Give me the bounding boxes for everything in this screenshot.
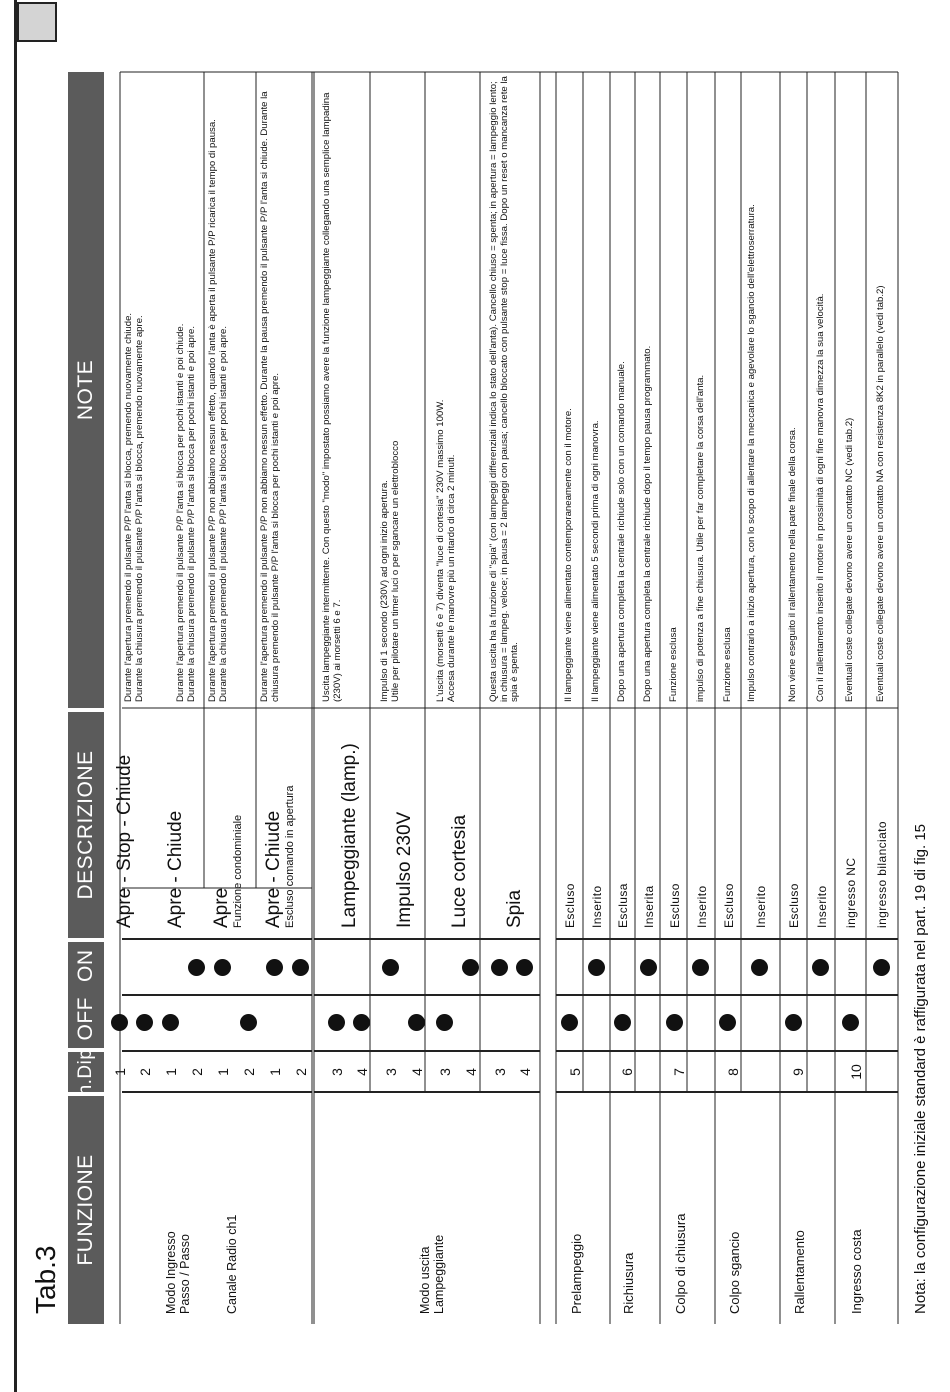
note-text: Durante l'apertura premendo il pulsante P/P l'anta si blocca, premendo nuovamente chiude. Durante la chiusura premendo il pulsante P/P l'anta si blocca, premendo nuovamente apre. — [123, 312, 145, 702]
dip-on-dot — [751, 959, 768, 976]
descrizione-option: Escluso — [563, 883, 577, 928]
dip-number: 2 — [241, 1068, 257, 1076]
dip-on-dot — [640, 959, 657, 976]
dip-off-dot — [436, 1014, 453, 1031]
note-text: Il lampeggiante viene alimentato 5 secondi prima di ogni manovra. — [590, 420, 601, 702]
dip-number: 2 — [137, 1068, 153, 1076]
note-text: Il lampeggiante viene alimentato contemporaneamente con il motore. — [563, 408, 574, 702]
dip-number: 7 — [671, 1068, 687, 1076]
dip-number: 1 — [215, 1068, 231, 1076]
dip-number: 4 — [463, 1068, 479, 1076]
dip-on-dot — [588, 959, 605, 976]
dip-number: 4 — [354, 1068, 370, 1076]
dip-off-dot — [162, 1014, 179, 1031]
note-text: Durante l'apertura premendo il pulsante P/P l'anta si blocca per pochi istanti e poi chiude. Durante la chiusura premendo il pulsante P/P l'anta si blocca per pochi istanti e poi apre. — [175, 323, 197, 702]
descrizione-option: Inserito — [754, 885, 768, 928]
funzione-modo-ingresso-text: Modo Ingresso Passo / Passo — [164, 1231, 193, 1314]
dip-off-dot — [842, 1014, 859, 1031]
dip-number: 8 — [725, 1068, 741, 1076]
header-on: ON — [74, 949, 97, 982]
dip-on-dot — [692, 959, 709, 976]
dip-off-dot — [353, 1014, 370, 1031]
funzione-richiusura: Richiusura — [621, 1252, 636, 1314]
note-text: Dopo una apertura completa la centrale richiude dopo il tempo pausa programmato. — [642, 345, 653, 702]
descrizione-option: Inserita — [642, 885, 656, 928]
descrizione-option: ingresso bilanciato — [875, 821, 889, 928]
dip-off-dot — [785, 1014, 802, 1031]
dip-on-dot — [462, 959, 479, 976]
dip-number: 1 — [163, 1068, 179, 1076]
header-funzione: FUNZIONE — [68, 1096, 104, 1324]
descrizione-option: Escluso — [722, 883, 736, 928]
dip-off-dot — [614, 1014, 631, 1031]
dip-on-dot — [812, 959, 829, 976]
dip-on-dot — [292, 959, 309, 976]
funzione-ingresso-costa: Ingresso costa — [849, 1229, 864, 1314]
header-note: NOTE — [68, 72, 104, 708]
dip-number: 10 — [848, 1064, 864, 1080]
descrizione-option: Esclusa — [616, 883, 630, 928]
dip-on-dot — [266, 959, 283, 976]
dip-off-dot — [111, 1014, 128, 1031]
note-text: Durante l'apertura premendo il pulsante P/P non abbiamo nessun effetto. Durante la pausa premendo il pulsante P/P l'anta si chiude. Durante la chiusura premendo il pulsante P/P l'anta si blocca per pochi istanti e poi apre. — [259, 91, 281, 702]
note-text: Impulso di 1 secondo (230V) ad ogni inizio apertura. Utile per pilotare un timer luci o per sgancare un elettroblocco — [379, 440, 401, 702]
descrizione-option: Inserito — [815, 885, 829, 928]
descrizione-option: Inserito — [590, 885, 604, 928]
descrizione-lampeggiante: Lampeggiante (lamp.) — [339, 743, 360, 928]
dip-on-dot — [516, 959, 533, 976]
note-text: Questa uscita ha la funzione di "spia" (con lampeggi differenziati indica lo stato dell'anta). Cancello chiuso = spenta; in apertura = lampeggio lento; in chiusura = lampeg. veloce; in pausa = 2 lampeggi con pausa; cancello bloccato con pulsante stop = luce fissa. Dopo un reset o mancanza rete la spia è spenta. — [488, 76, 521, 702]
descrizione-apre-stop-chiude: Apre - Stop - Chiude — [114, 754, 135, 928]
header-ndip: n.Dip — [68, 1052, 104, 1092]
dip-off-dot — [666, 1014, 683, 1031]
dip-off-dot — [561, 1014, 578, 1031]
descrizione-luce-cortesia: Luce cortesia — [449, 814, 470, 928]
descrizione-apre-chiude-main: Apre - Chiude — [263, 810, 284, 928]
dip-number: 1 — [267, 1068, 283, 1076]
dip-off-dot — [240, 1014, 257, 1031]
note-text: Con il rallentamento inserito il motore in prossimità di ogni fine manovra dimezza la sua velocità. — [815, 293, 826, 702]
dip-on-dot — [491, 959, 508, 976]
descrizione-apre-chiude-sub: Escluso comando in apertura — [283, 785, 296, 928]
descrizione-apre-sub: Funzione condominiale — [231, 814, 244, 928]
descrizione-option: ingresso NC — [844, 857, 858, 928]
header-off: OFF — [74, 997, 97, 1041]
note-text: Funzione esclusa — [668, 627, 679, 702]
dip-number: 2 — [293, 1068, 309, 1076]
descrizione-option: Escluso — [787, 883, 801, 928]
dip-number: 1 — [112, 1068, 128, 1076]
header-descrizione: DESCRIZIONE — [68, 712, 104, 938]
descrizione-spia: Spia — [504, 889, 525, 928]
dip-number: 2 — [189, 1068, 205, 1076]
dip-number: 4 — [517, 1068, 533, 1076]
descrizione-apre — [212, 815, 244, 928]
dip-on-dot — [214, 959, 231, 976]
funzione-prelampeggio: Prelampeggio — [569, 1233, 584, 1314]
descrizione-apre-main: Apre — [211, 887, 232, 928]
dip-number: 3 — [383, 1068, 399, 1076]
note-text: impulso di potenza a fine chiusura. Utile per far completare la corsa dell'anta. — [695, 374, 706, 702]
note-text: Impulso contrario a inizio apertura, con lo scopo di allentare la meccanica e agevolare lo sgancio dell'elettroserratura. — [746, 204, 757, 702]
dip-off-dot — [328, 1014, 345, 1031]
descrizione-apre-chiude-escluso — [264, 786, 296, 928]
dip-on-dot — [873, 959, 890, 976]
descrizione-option: Escluso — [668, 883, 682, 928]
note-text: Uscita lampeggiante intermittente. Con questo "modo" impostato possiamo avere la funzione lampeggiante collegando una semplice lampadina (230V) ai morsetti 6 e 7. — [321, 92, 343, 702]
dip-number: 9 — [790, 1068, 806, 1076]
page-title: Tab.3 — [30, 1245, 61, 1314]
dip-number: 3 — [329, 1068, 345, 1076]
funzione-modo-uscita: Modo uscita Lampeggiante — [418, 1234, 447, 1314]
note-text: Funzione esclusa — [722, 627, 733, 702]
dip-on-dot — [188, 959, 205, 976]
funzione-colpo-chiusura: Colpo di chiusura — [673, 1213, 688, 1314]
funzione-rallentamento: Rallentamento — [792, 1230, 807, 1314]
note-text: Non viene eseguito il rallentamento nella parte finale della corsa. — [787, 427, 798, 702]
dip-number: 3 — [492, 1068, 508, 1076]
dip-off-dot — [408, 1014, 425, 1031]
dip-off-dot — [136, 1014, 153, 1031]
descrizione-apre-chiude: Apre - Chiude — [165, 810, 186, 928]
note-text: Eventuali coste collegate devono avere un contatto NC (vedi tab.2) — [844, 417, 855, 702]
dip-number: 5 — [567, 1068, 583, 1076]
note-text: Durante l'apertura premendo il pulsante P/P non abbiamo nessun effetto, quando l'anta è aperta il pulsante P/P ricarica il tempo di pausa. Durante la chiusura premendo il pulsante P/P l'anta si blocca per pochi istanti e poi apre. — [207, 119, 229, 702]
funzione-canale-radio: Canale Radio ch1 — [225, 1214, 239, 1314]
dip-number: 3 — [437, 1068, 453, 1076]
dip-on-dot — [382, 959, 399, 976]
descrizione-impulso: Impulso 230V — [394, 811, 415, 928]
dip-number: 6 — [619, 1068, 635, 1076]
footnote: Nota: la configurazione iniziale standard è raffigurata nel part. 19 di fig. 15 — [912, 823, 929, 1314]
descrizione-option: Inserito — [695, 885, 709, 928]
dip-number: 4 — [409, 1068, 425, 1076]
note-text: Eventuali coste collegate devono avere un contatto NA con resistenza 8K2 in parallelo (vedi tab.2) — [875, 285, 886, 702]
note-text: Dopo una apertura completa la centrale richiude solo con un comando manuale. — [616, 361, 627, 702]
dip-off-dot — [719, 1014, 736, 1031]
funzione-colpo-sgancio: Colpo sgancio — [727, 1231, 742, 1314]
note-text: L'uscita (morsetti 6 e 7) diventa "luce di cortesia" 230V massimo 100W. Accesa durante le manovre più un ritardo di circa 2 minuti. — [435, 399, 457, 702]
